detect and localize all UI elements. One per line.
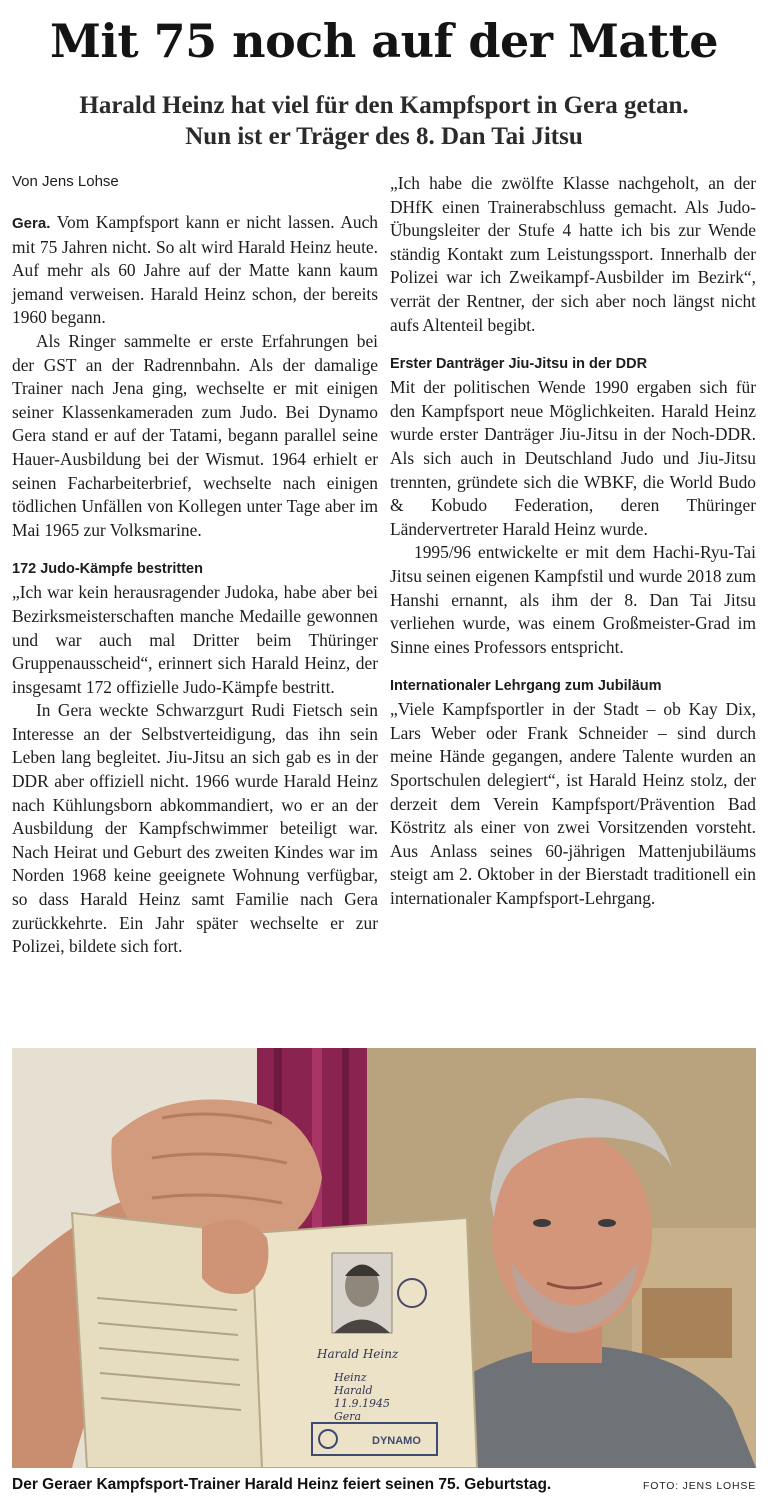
paragraph: Als Ringer sammelte er erste Erfahrungen bei der GST an der Radrennbahn. Als der damalige Trainer nach Jena ging, wechselte er mit einigen seiner Klassenkameraden zum Judo. Bei Dynamo Gera stand er auf der Tatami, begann parallel seine Hauer-Ausbildung bei der Wismut. 1964 erhielt er seinen Facharbeiterbrief, wechselte nach einigen tödlichen Unfällen von Kollegen unter Tage aber im Mai 1965 zur Volksmarine. (12, 330, 378, 540)
passport-line: 11.9.1945 (334, 1397, 390, 1410)
paragraph-intro (12, 211, 378, 330)
paragraph: „Viele Kampfsportler in der Stadt – ob Kay Dix, Lars Weber oder Frank Schneider – sind durch meine Hände gegangen, andere Talente wurden an Sportschulen delegiert“, ist Harald Heinz stolz, der derzeit dem Verein Kampfsport/Prävention Bad Köstritz als einer von zwei Vorsitzenden vorsteht. Aus Anlass seines 60-jährigen Mattenjubiläums steigt am 2. Oktober in der Bierstadt traditionell ein internationaler Kampfsport-Lehrgang. (390, 699, 756, 909)
photo-caption-bar (12, 1470, 756, 1502)
stamp-text: DYNAMO (372, 1435, 421, 1447)
subheadline (0, 90, 768, 152)
section-heading: 172 Judo-Kämpfe bestritten (12, 561, 203, 578)
headline: Mit 75 noch auf der Matte (50, 14, 718, 68)
photo-credit: FOTO: JENS LOHSE (643, 1480, 756, 1492)
passport-signature: Harald Heinz (317, 1347, 399, 1361)
paragraph-intro-text: Vom Kampfsport kann er nicht lassen. Auch mit 75 Jahren nicht. So alt wird Harald Heinz heute. Auf mehr als 60 Jahre auf der Matte kann kaum jemand verweisen. Harald Heinz schon, der bereits 1960 begann. (12, 212, 378, 328)
section-heading: Erster Danträger Jiu-Jitsu in der DDR (390, 356, 648, 373)
paragraph: Mit der politischen Wende 1990 ergaben sich für den Kampfsport neue Möglichkeiten. Harald Heinz wurde erster Danträger Jiu-Jitsu in der Noch-DDR. Als sich auch in Deutschland Judo und Jiu-Jitsu trennten, gründete sich die WBKF, die World Budo & Kobudo Federation, deren Thüringer Ländervertreter Harald Heinz wurde. (390, 377, 756, 539)
byline: Von Jens Lohse (12, 173, 119, 190)
article-column-right (390, 172, 756, 911)
photo-illustration (12, 1048, 756, 1468)
dateline: Gera. (12, 215, 51, 232)
paragraph: In Gera weckte Schwarzgurt Rudi Fietsch sein Interesse an der Selbstverteidigung, das ihn sein Leben lang begleitet. Jiu-Jitsu an sich gab es in der DDR aber offiziell nicht. 1966 wurde Harald Heinz nach Kühlungsborn abkommandiert, wo er an der Ausbildung der Kampfschwimmer beteiligt war. Nach Heirat und Geburt des zweiten Kindes war im Norden 1968 keine geeignete Wohnung verfügbar, so dass Harald Heinz samt Familie nach Gera zurückkehrte. Ein Jahr später wechselte er zur Polizei, bildete sich fort. (12, 700, 378, 957)
article-photo (12, 1048, 756, 1468)
subheadline-line-2: Nun ist er Träger des 8. Dan Tai Jitsu (185, 123, 583, 150)
passport-line: Heinz (334, 1371, 367, 1384)
passport-line: Gera (334, 1410, 362, 1423)
section-heading: Internationaler Lehrgang zum Jubiläum (390, 678, 662, 695)
subheadline-line-1: Harald Heinz hat viel für den Kampfsport in Gera getan. (79, 92, 689, 119)
paragraph: „Ich war kein herausragender Judoka, habe aber bei Bezirksmeisterschaften manche Medaille gewonnen und war auch mal Dritter beim Thüringer Gruppenausscheid“, erinnert sich Harald Heinz, der insgesamt 172 offizielle Judo-Kämpfe bestritt. (12, 582, 378, 697)
paragraph: „Ich habe die zwölfte Klasse nachgeholt, an der DHfK einen Trainerabschluss gemacht. Als Judo-Übungsleiter der Stufe 4 hatte ich bis zur Wende ständig Kontakt zum Leistungssport. Innerhalb der Polizei war ich Zweikampf-Ausbilder im Bezirk“, verrät der Rentner, der sich aber noch längst nicht aufs Altenteil begibt. (390, 173, 756, 335)
passport-line: Harald (334, 1384, 373, 1397)
article-column-left (12, 172, 378, 959)
photo-caption: Der Geraer Kampfsport-Trainer Harald Heinz feiert seinen 75. Geburtstag. (12, 1476, 552, 1493)
paragraph: 1995/96 entwickelte er mit dem Hachi-Ryu-Tai Jitsu seinen eigenen Kampfstil und wurde 2018 zum Hanshi ernannt, als ihm der 8. Dan Tai Jitsu verliehen wurde, was einem Großmeister-Grad im Sinne eines Professors entspricht. (390, 542, 756, 657)
